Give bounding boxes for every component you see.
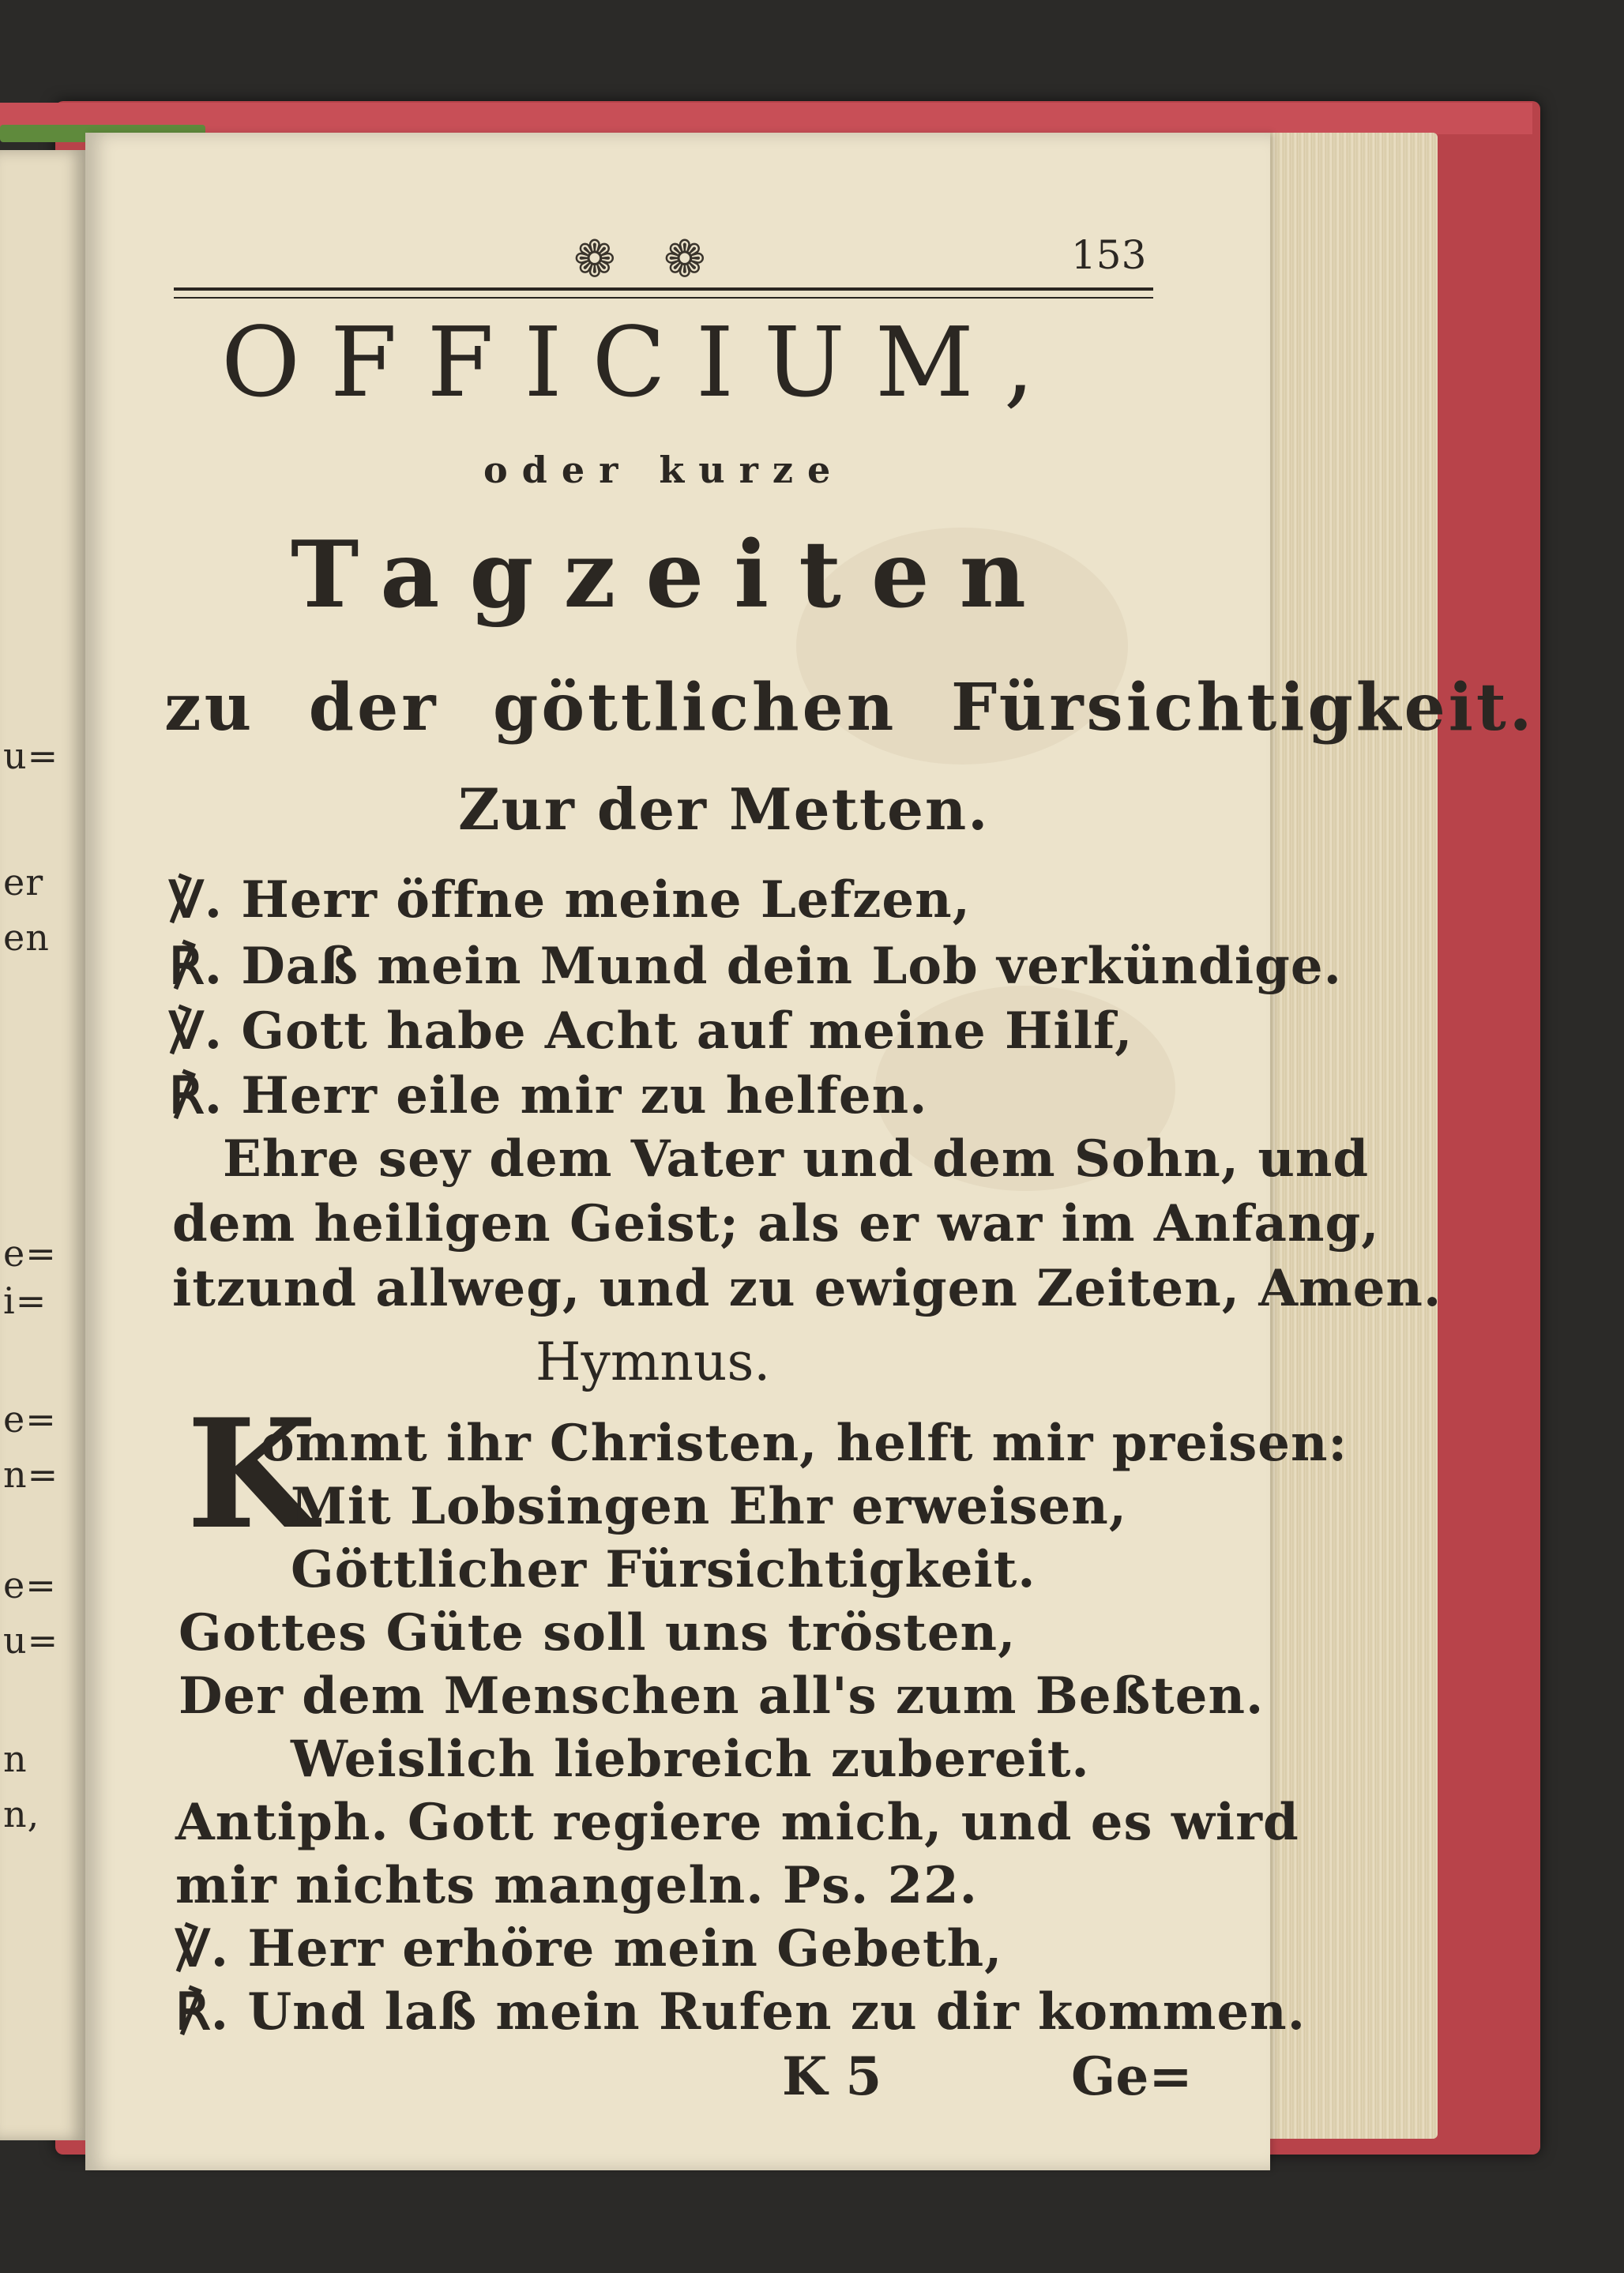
cover-edge: [0, 103, 1532, 134]
hymn-line: Mit Lobsingen Ehr erweisen,: [291, 1477, 1128, 1536]
catchword: Ge=: [1071, 2046, 1193, 2107]
page-title: OFFICIUM,: [221, 306, 1065, 419]
antiphon-line: mir nichts mangeln. Ps. 22.: [175, 1856, 978, 1915]
left-fragment: i=: [3, 1279, 47, 1322]
title-tagzeiten: Tagzeiten: [291, 521, 1056, 629]
hymn-line: Gottes Güte soll uns trösten,: [179, 1603, 1017, 1662]
versicle-line: ℣. Herr öffne meine Lefzen,: [169, 870, 971, 930]
left-fragment: u=: [3, 1619, 59, 1662]
antiphon-line: Antiph. Gott regiere mich, und es wird: [175, 1793, 1299, 1852]
antiphon-line: ℟. Und laß mein Rufen zu dir kommen.: [175, 1982, 1306, 2042]
versicle-line: ℣. Gott habe Acht auf meine Hilf,: [169, 1001, 1133, 1061]
hymn-line: Weislich liebreich zubereit.: [291, 1730, 1090, 1789]
title-dedication: zu der göttlichen Fürsichtigkeit.: [164, 670, 1536, 746]
header-rule: [174, 287, 1153, 299]
hymn-line: ommt ihr Christen, helft mir preisen:: [261, 1414, 1348, 1473]
drop-cap: K: [186, 1386, 318, 1562]
versicle-line: ℟. Daß mein Mund dein Lob verkündige.: [169, 937, 1342, 996]
versicle-line: ℟. Herr eile mir zu helfen.: [169, 1066, 928, 1125]
left-fragment: u=: [3, 734, 59, 777]
left-fragment: e=: [3, 1398, 57, 1441]
signature-mark: K 5: [782, 2046, 882, 2107]
left-fragment: en: [3, 916, 50, 959]
gloria-line: dem heiligen Geist; als er war im Anfang,: [172, 1194, 1380, 1253]
left-fragment: n,: [3, 1793, 40, 1835]
section-heading: Zur der Metten.: [458, 776, 990, 843]
left-fragment: e=: [3, 1232, 57, 1275]
ornament-icon: ❁ ❁: [573, 231, 722, 289]
left-fragment: n=: [3, 1453, 59, 1496]
left-page: [0, 150, 85, 2140]
left-fragment: er: [3, 861, 44, 904]
hymn-heading: Hymnus.: [536, 1332, 771, 1392]
antiphon-line: ℣. Herr erhöre mein Gebeth,: [175, 1919, 1003, 1978]
left-fragment: n: [3, 1738, 28, 1780]
hymn-line: Der dem Menschen all's zum Beßten.: [179, 1666, 1265, 1726]
page-subtitle: oder kurze: [483, 449, 845, 491]
gloria-line: Ehre sey dem Vater und dem Sohn, und: [223, 1129, 1370, 1189]
hymn-line: Göttlicher Fürsichtigkeit.: [291, 1540, 1036, 1599]
page-number: 153: [1071, 232, 1147, 278]
left-fragment: e=: [3, 1564, 57, 1606]
gloria-line: itzund allweg, und zu ewigen Zeiten, Amen.: [172, 1259, 1442, 1318]
